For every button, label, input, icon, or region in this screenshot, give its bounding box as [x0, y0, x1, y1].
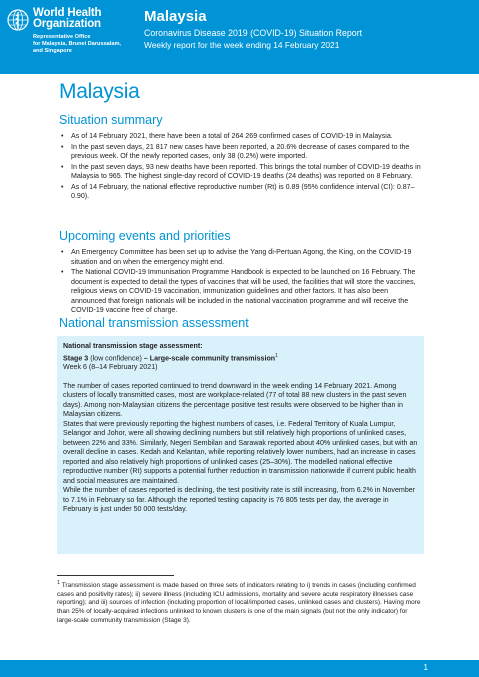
stage-line	[63, 352, 418, 364]
upcoming-events-heading: Upcoming events and priorities	[59, 229, 231, 243]
assessment-paragraph: While the number of cases reported is declining, the test positivity rate is still increasing, from 6.2% in November to 7.1% in February so far. Although the reported testing capacity is 76 805 tests per day, the average in February is just under 50 000 tests/day.	[63, 486, 416, 514]
footnote-text: Transmission stage assessment is made based on three sets of indicators relating to i) trends in cases (including confirmed cases and positivity rates); ii) severe illness (including ICU admissions, mortality and severe acute respiratory illnesses case reporting); and iii) sources of infection (including proportion of local/imported cases, unlinked cases and clusters). Having more than 25% of locally-acquired infections unlinked to known clusters is one of the main signals (but not the only indicator) for large-scale community transmission (Stage 3).	[57, 582, 421, 624]
who-emblem-icon	[7, 9, 29, 31]
footnote-marker: 1	[57, 580, 61, 586]
report-header	[0, 0, 479, 74]
page-number: 1	[423, 663, 428, 672]
list-item: • In the past seven days, 93 new deaths have been reported. This brings the total number of COVID-19 deaths in Malaysia to 965. The highest single-day record of COVID-19 deaths (24 deaths) was reported on 8 February.	[61, 163, 424, 182]
list-item: • The National COVID-19 Immunisation Programme Handbook is expected to be launched on 16 February. The document is expected to detail the types of vaccines that will be used, the facilities that will store the vaccines, religious views on COVID-19 vaccination, immunization guidelines and other factors. It has also been announced that foreign nationals will be included in the national vaccination programme and will receive the COVID-19 vaccine free of charge.	[61, 268, 424, 316]
upcoming-events-list	[61, 248, 424, 317]
header-week: Weekly report for the week ending 14 February 2021	[144, 40, 340, 50]
transmission-assessment-heading: National transmission assessment	[59, 316, 249, 330]
stage-confidence: (low confidence)	[88, 353, 144, 362]
org-office: Representative Office for Malaysia, Brunei Darussalam, and Singapore	[33, 34, 121, 54]
list-item: • As of 14 February 2021, there have been a total of 264 269 confirmed cases of COVID-19 in Malaysia.	[61, 132, 424, 142]
transmission-assessment-panel	[57, 336, 424, 554]
footnote-divider	[57, 575, 174, 576]
stage-label: National transmission stage assessment:	[63, 342, 203, 350]
list-item: • An Emergency Committee has been set up to advise the Yang di-Pertuan Agong, the King, on the COVID-19 situation and on when the emergency might end.	[61, 248, 424, 267]
stage-number: Stage 3	[63, 353, 89, 362]
list-item: • In the past seven days, 21 817 new cases have been reported, a 20.6% decrease of cases compared to the previous week. Of the newly reported cases, only 38 (0.2%) were imported.	[61, 143, 424, 162]
assessment-paragraph: States that were previously reporting the highest numbers of cases, i.e. Federal Territory of Kuala Lumpur, Selangor and Johor, were all showing declining numbers but still relatively high proportions of unlinked cases, between 22% and 33%. Similarly, Negeri Sembilan and Sarawak reported about 40% unlinked cases, but with an overall decline in cases. Kedah and Kelantan, while reporting relatively lower numbers, had an increase in cases reported and also relatively high proportions of unlinked cases (25–30%). The modelled national effective reproductive number (Rt) supports a potential further reduction in transmission nationwide if current public health and social measures are maintained.	[63, 419, 418, 485]
situation-summary-heading: Situation summary	[59, 113, 163, 127]
footnote	[57, 579, 423, 625]
assessment-paragraph: The number of cases reported continued to trend downward in the week ending 14 February 2021. Among clusters of locally transmitted cases, most are workplace-related (77 of total 88 new clusters in the past seven days). Among non-Malaysian citizens the percentage positive test results were observed to be higher than in Malaysian citizens.	[63, 381, 407, 419]
assessment-week: Week 6 (8–14 February 2021)	[63, 363, 158, 372]
footnote-marker: 1	[275, 352, 278, 359]
situation-summary-list	[61, 132, 424, 203]
footer-bar	[0, 660, 479, 677]
stage-description: – Large-scale community transmission	[143, 353, 276, 362]
org-name: World Health Organization	[33, 7, 102, 30]
header-country: Malaysia	[144, 8, 207, 25]
page-title: Malaysia	[59, 80, 140, 103]
list-item: • As of 14 February, the national effective reproductive number (Rt) is 0.89 (95% confidence interval (CI): 0.87–0.90).	[61, 183, 424, 202]
header-report-title: Coronavirus Disease 2019 (COVID-19) Situation Report	[144, 28, 363, 38]
